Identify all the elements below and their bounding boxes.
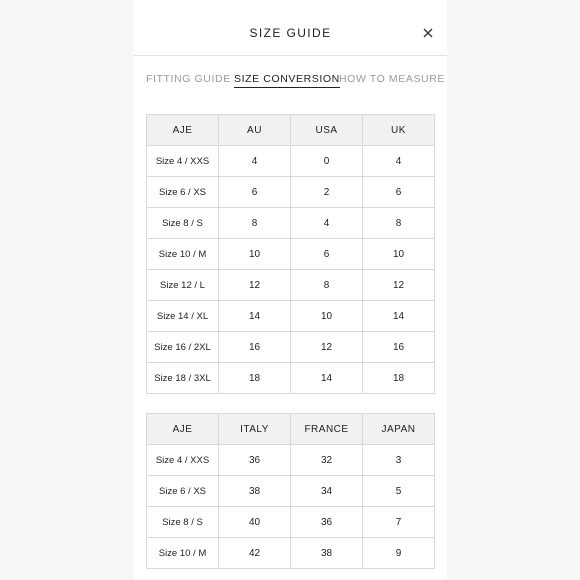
table-cell: Size 6 / XS [147,476,219,507]
table-cell: Size 14 / XL [147,301,219,332]
table-cell: Size 4 / XXS [147,445,219,476]
table-cell: 9 [363,538,435,569]
table-cell: 34 [291,476,363,507]
table-cell: 12 [219,270,291,301]
table-cell: Size 4 / XXS [147,146,219,177]
table-row [147,363,435,394]
table-row [147,177,435,208]
table-cell: 6 [363,177,435,208]
size-guide-panel [134,0,447,580]
table-cell: 14 [363,301,435,332]
table-cell: Size 12 / L [147,270,219,301]
table-cell: 8 [363,208,435,239]
table-cell: 16 [363,332,435,363]
tab-fitting-guide[interactable]: FITTING GUIDE [146,73,231,85]
table-cell: 12 [291,332,363,363]
table-row [147,332,435,363]
table-cell: 6 [219,177,291,208]
tab-size-conversion[interactable]: SIZE CONVERSION [234,73,340,88]
table-cell: 4 [363,146,435,177]
tab-how-to-measure[interactable]: HOW TO MEASURE [339,73,446,85]
table-cell: 16 [219,332,291,363]
table-cell: 38 [291,538,363,569]
column-header: FRANCE [291,414,363,445]
table-cell: 36 [219,445,291,476]
table-row [147,507,435,538]
table-cell: 8 [219,208,291,239]
table-cell: Size 8 / S [147,208,219,239]
table-cell: 18 [363,363,435,394]
table-cell: 2 [291,177,363,208]
column-header: AJE [147,115,219,146]
table-cell: 14 [291,363,363,394]
column-header: UK [363,115,435,146]
column-header: JAPAN [363,414,435,445]
column-header: AJE [147,414,219,445]
table-row [147,301,435,332]
table-cell: 10 [363,239,435,270]
table-cell: 10 [219,239,291,270]
page-title: SIZE GUIDE [249,26,332,40]
table-row [147,476,435,507]
table-cell: 3 [363,445,435,476]
table-cell: 14 [219,301,291,332]
column-header: ITALY [219,414,291,445]
table-cell: 7 [363,507,435,538]
size-conversion-table-italy-france-japan [146,413,435,569]
table-cell: 38 [219,476,291,507]
table-cell: Size 16 / 2XL [147,332,219,363]
size-guide-header [134,0,447,56]
column-header: AU [219,115,291,146]
table-cell: Size 18 / 3XL [147,363,219,394]
table-row [147,270,435,301]
table-cell: 36 [291,507,363,538]
table-cell: 5 [363,476,435,507]
table-cell: 32 [291,445,363,476]
close-icon [422,27,434,39]
table-row [147,208,435,239]
table-row [147,445,435,476]
column-header: USA [291,115,363,146]
table-cell: Size 6 / XS [147,177,219,208]
tab-bar [134,73,447,93]
table-cell: 4 [291,208,363,239]
table-row [147,146,435,177]
table-cell: Size 10 / M [147,239,219,270]
table-cell: 10 [291,301,363,332]
table-header-row [147,414,435,445]
table-cell: 4 [219,146,291,177]
table-cell: 8 [291,270,363,301]
table-cell: 40 [219,507,291,538]
table-cell: Size 10 / M [147,538,219,569]
table-cell: 18 [219,363,291,394]
size-conversion-table-au-usa-uk [146,114,435,394]
table-row [147,239,435,270]
table-cell: 42 [219,538,291,569]
table-cell: 0 [291,146,363,177]
table-cell: 12 [363,270,435,301]
table-cell: 6 [291,239,363,270]
close-button[interactable] [422,27,434,39]
table-cell: Size 8 / S [147,507,219,538]
table-row [147,538,435,569]
table-header-row [147,115,435,146]
